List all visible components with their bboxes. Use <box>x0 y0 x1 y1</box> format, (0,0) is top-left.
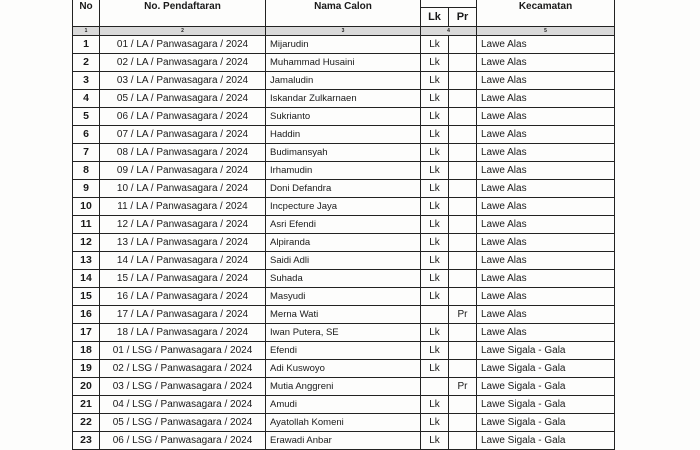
table-row <box>73 378 615 396</box>
candidate-name: Iskandar Zulkarnaen <box>266 90 421 108</box>
gender-lk: Lk <box>421 90 449 108</box>
area-name: Lawe Alas <box>477 270 615 288</box>
candidate-name: Jamaludin <box>266 72 421 90</box>
area-name: Lawe Alas <box>477 162 615 180</box>
row-number: 20 <box>73 378 100 396</box>
row-number: 8 <box>73 162 100 180</box>
area-name: Lawe Alas <box>477 54 615 72</box>
candidate-table <box>72 0 615 450</box>
column-number-row <box>73 27 615 36</box>
row-number: 10 <box>73 198 100 216</box>
gender-lk: Lk <box>421 252 449 270</box>
gender-lk: Lk <box>421 126 449 144</box>
header-registration-number: No. Pendaftaran <box>100 0 266 27</box>
candidate-name: Mijarudin <box>266 36 421 54</box>
candidate-name: Asri Efendi <box>266 216 421 234</box>
registration-number: 02 / LSG / Panwasagara / 2024 <box>100 360 266 378</box>
gender-lk: Lk <box>421 414 449 432</box>
candidate-name: Merna Wati <box>266 306 421 324</box>
column-number: 1 <box>73 27 100 36</box>
gender-pr <box>449 234 477 252</box>
candidate-name: Muhammad Husaini <box>266 54 421 72</box>
row-number: 9 <box>73 180 100 198</box>
table-row <box>73 108 615 126</box>
candidate-name: Ayatollah Komeni <box>266 414 421 432</box>
registration-number: 06 / LSG / Panwasagara / 2024 <box>100 432 266 450</box>
candidate-name: Efendi <box>266 342 421 360</box>
gender-lk: Lk <box>421 396 449 414</box>
area-name: Lawe Sigala - Gala <box>477 360 615 378</box>
registration-number: 06 / LA / Panwasagara / 2024 <box>100 108 266 126</box>
gender-lk: Lk <box>421 288 449 306</box>
area-name: Lawe Sigala - Gala <box>477 432 615 450</box>
row-number: 15 <box>73 288 100 306</box>
area-name: Lawe Alas <box>477 288 615 306</box>
registration-number: 05 / LA / Panwasagara / 2024 <box>100 90 266 108</box>
area-name: Lawe Alas <box>477 108 615 126</box>
candidate-name: Sukrianto <box>266 108 421 126</box>
table-row <box>73 198 615 216</box>
gender-lk: Lk <box>421 432 449 450</box>
candidate-name: Saidi Adli <box>266 252 421 270</box>
gender-pr <box>449 324 477 342</box>
registration-number: 01 / LSG / Panwasagara / 2024 <box>100 342 266 360</box>
registration-number: 13 / LA / Panwasagara / 2024 <box>100 234 266 252</box>
candidate-table-wrapper <box>72 0 614 450</box>
gender-pr <box>449 54 477 72</box>
header-gender-group <box>421 0 477 8</box>
row-number: 3 <box>73 72 100 90</box>
gender-pr <box>449 180 477 198</box>
area-name: Lawe Alas <box>477 198 615 216</box>
candidate-name: Suhada <box>266 270 421 288</box>
gender-pr <box>449 432 477 450</box>
row-number: 5 <box>73 108 100 126</box>
candidate-name: Erawadi Anbar <box>266 432 421 450</box>
registration-number: 11 / LA / Panwasagara / 2024 <box>100 198 266 216</box>
area-name: Lawe Sigala - Gala <box>477 342 615 360</box>
row-number: 17 <box>73 324 100 342</box>
area-name: Lawe Alas <box>477 234 615 252</box>
row-number: 12 <box>73 234 100 252</box>
row-number: 14 <box>73 270 100 288</box>
row-number: 21 <box>73 396 100 414</box>
table-row <box>73 432 615 450</box>
table-row <box>73 414 615 432</box>
table-row <box>73 90 615 108</box>
registration-number: 14 / LA / Panwasagara / 2024 <box>100 252 266 270</box>
header-row-top <box>73 0 615 8</box>
gender-lk: Lk <box>421 216 449 234</box>
area-name: Lawe Alas <box>477 144 615 162</box>
gender-pr: Pr <box>449 306 477 324</box>
candidate-name: Doni Defandra <box>266 180 421 198</box>
candidate-name: Alpiranda <box>266 234 421 252</box>
gender-lk <box>421 306 449 324</box>
candidate-name: Incpecture Jaya <box>266 198 421 216</box>
gender-lk <box>421 378 449 396</box>
area-name: Lawe Alas <box>477 72 615 90</box>
column-number: 5 <box>477 27 615 36</box>
table-row <box>73 360 615 378</box>
row-number: 16 <box>73 306 100 324</box>
area-name: Lawe Alas <box>477 180 615 198</box>
row-number: 2 <box>73 54 100 72</box>
table-row <box>73 162 615 180</box>
gender-lk: Lk <box>421 36 449 54</box>
row-number: 4 <box>73 90 100 108</box>
gender-lk: Lk <box>421 360 449 378</box>
row-number: 23 <box>73 432 100 450</box>
candidate-name: Budimansyah <box>266 144 421 162</box>
registration-number: 10 / LA / Panwasagara / 2024 <box>100 180 266 198</box>
table-row <box>73 396 615 414</box>
gender-pr <box>449 288 477 306</box>
column-number: 3 <box>266 27 421 36</box>
column-number: 4 <box>421 27 477 36</box>
gender-lk: Lk <box>421 270 449 288</box>
table-row <box>73 342 615 360</box>
row-number: 6 <box>73 126 100 144</box>
area-name: Lawe Alas <box>477 126 615 144</box>
table-row <box>73 180 615 198</box>
table-row <box>73 54 615 72</box>
registration-number: 03 / LA / Panwasagara / 2024 <box>100 72 266 90</box>
gender-lk: Lk <box>421 324 449 342</box>
candidate-name: Iwan Putera, SE <box>266 324 421 342</box>
gender-lk: Lk <box>421 234 449 252</box>
table-row <box>73 252 615 270</box>
table-row <box>73 36 615 54</box>
registration-number: 08 / LA / Panwasagara / 2024 <box>100 144 266 162</box>
registration-number: 17 / LA / Panwasagara / 2024 <box>100 306 266 324</box>
gender-lk: Lk <box>421 72 449 90</box>
gender-lk: Lk <box>421 54 449 72</box>
gender-pr <box>449 126 477 144</box>
gender-pr <box>449 72 477 90</box>
registration-number: 07 / LA / Panwasagara / 2024 <box>100 126 266 144</box>
area-name: Lawe Alas <box>477 90 615 108</box>
registration-number: 09 / LA / Panwasagara / 2024 <box>100 162 266 180</box>
row-number: 11 <box>73 216 100 234</box>
row-number: 19 <box>73 360 100 378</box>
row-number: 1 <box>73 36 100 54</box>
table-row <box>73 216 615 234</box>
gender-lk: Lk <box>421 342 449 360</box>
registration-number: 15 / LA / Panwasagara / 2024 <box>100 270 266 288</box>
gender-pr <box>449 36 477 54</box>
gender-pr <box>449 144 477 162</box>
gender-lk: Lk <box>421 162 449 180</box>
header-candidate-name: Nama Calon <box>266 0 421 27</box>
gender-pr <box>449 108 477 126</box>
header-gender-lk: Lk <box>421 8 449 27</box>
table-row <box>73 306 615 324</box>
gender-pr <box>449 360 477 378</box>
gender-lk: Lk <box>421 144 449 162</box>
registration-number: 12 / LA / Panwasagara / 2024 <box>100 216 266 234</box>
table-row <box>73 234 615 252</box>
gender-lk: Lk <box>421 180 449 198</box>
gender-pr <box>449 342 477 360</box>
header-gender-pr: Pr <box>449 8 477 27</box>
header-no: No <box>73 0 100 27</box>
row-number: 22 <box>73 414 100 432</box>
area-name: Lawe Alas <box>477 324 615 342</box>
area-name: Lawe Alas <box>477 306 615 324</box>
candidate-name: Haddin <box>266 126 421 144</box>
row-number: 7 <box>73 144 100 162</box>
candidate-name: Adi Kuswoyo <box>266 360 421 378</box>
registration-number: 16 / LA / Panwasagara / 2024 <box>100 288 266 306</box>
registration-number: 18 / LA / Panwasagara / 2024 <box>100 324 266 342</box>
gender-lk: Lk <box>421 108 449 126</box>
area-name: Lawe Sigala - Gala <box>477 414 615 432</box>
area-name: Lawe Sigala - Gala <box>477 396 615 414</box>
area-name: Lawe Alas <box>477 216 615 234</box>
table-row <box>73 126 615 144</box>
table-row <box>73 324 615 342</box>
area-name: Lawe Sigala - Gala <box>477 378 615 396</box>
candidate-name: Amudi <box>266 396 421 414</box>
gender-pr <box>449 198 477 216</box>
candidate-name: Mutia Anggreni <box>266 378 421 396</box>
area-name: Lawe Alas <box>477 36 615 54</box>
gender-pr: Pr <box>449 378 477 396</box>
table-row <box>73 270 615 288</box>
table-row <box>73 288 615 306</box>
gender-pr <box>449 396 477 414</box>
gender-pr <box>449 90 477 108</box>
gender-lk: Lk <box>421 198 449 216</box>
registration-number: 04 / LSG / Panwasagara / 2024 <box>100 396 266 414</box>
registration-number: 05 / LSG / Panwasagara / 2024 <box>100 414 266 432</box>
row-number: 13 <box>73 252 100 270</box>
table-row <box>73 72 615 90</box>
registration-number: 03 / LSG / Panwasagara / 2024 <box>100 378 266 396</box>
gender-pr <box>449 414 477 432</box>
gender-pr <box>449 252 477 270</box>
gender-pr <box>449 162 477 180</box>
column-number: 2 <box>100 27 266 36</box>
gender-pr <box>449 270 477 288</box>
area-name: Lawe Alas <box>477 252 615 270</box>
gender-pr <box>449 216 477 234</box>
registration-number: 02 / LA / Panwasagara / 2024 <box>100 54 266 72</box>
row-number: 18 <box>73 342 100 360</box>
table-row <box>73 144 615 162</box>
candidate-name: Masyudi <box>266 288 421 306</box>
header-area: Kecamatan <box>477 0 615 27</box>
candidate-name: Irhamudin <box>266 162 421 180</box>
registration-number: 01 / LA / Panwasagara / 2024 <box>100 36 266 54</box>
